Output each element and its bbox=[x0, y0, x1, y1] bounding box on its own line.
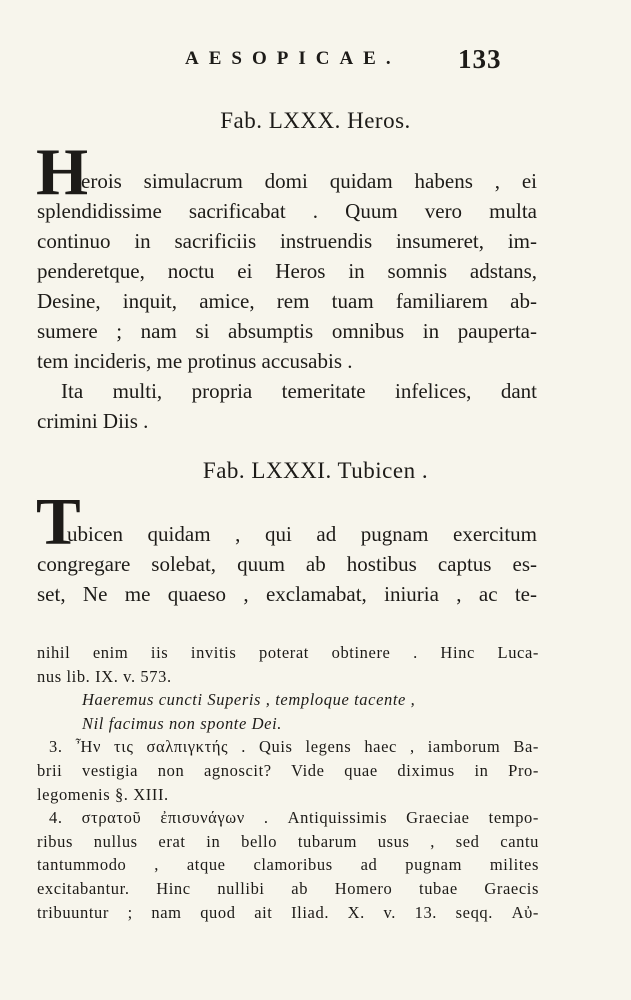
fable-80-line-6: sumere ; nam si absumptis omnibus in pauperta- bbox=[37, 319, 537, 343]
footnote-line: brii vestigia non agnoscit? Vide quae diximus in Pro- bbox=[37, 760, 539, 780]
footnote-line: ribus nullus erat in bello tubarum usus , sed cantu bbox=[37, 831, 539, 851]
page-number: 133 bbox=[458, 44, 502, 74]
running-head bbox=[0, 44, 631, 76]
fable-80-line-7: tem incideris, me protinus accusabis . bbox=[37, 349, 353, 373]
fable-80-line-3: continuo in sacrificiis instruendis insumeret, im- bbox=[37, 229, 537, 253]
fable-81-body bbox=[37, 519, 537, 609]
fable-80-title: Fab. LXXX. Heros. bbox=[220, 108, 411, 133]
footnote-line: tantummodo , atque clamoribus ad pugnam milites bbox=[37, 855, 539, 875]
fable-81-title: Fab. LXXXI. Tubicen . bbox=[202, 458, 429, 483]
footnote-line: Haeremus cuncti Superis , temploque tacente , bbox=[82, 690, 416, 710]
footnote-line: nihil enim iis invitis poterat obtinere . Hinc Luca- bbox=[37, 643, 539, 662]
footnote-line: 4. στρατοῦ ἐπισυνάγων . Antiquissimis Graeciae tempo- bbox=[49, 808, 539, 828]
fable-80-moral-line-1: Ita multi, propria temeritate infelices, dant bbox=[61, 379, 537, 403]
footnote-line: nus lib. IX. v. 573. bbox=[37, 666, 172, 686]
footnote-line: 3. Ἦν τις σαλπιγκτής . Quis legens haec , iamborum Ba- bbox=[49, 737, 539, 757]
fable-80-body bbox=[37, 166, 537, 436]
footnote-line: excitabantur. Hinc nullibi ab Homero tubae Graecis bbox=[37, 878, 539, 898]
fable-81-line-3: set, Ne me quaeso , exclamabat, iniuria , ac te- bbox=[37, 582, 537, 606]
fable-81-line-1: ubicen quidam , qui ad pugnam exercitum bbox=[67, 522, 537, 546]
fable-80-dropcap: H bbox=[36, 135, 89, 209]
footnote-line: Nil facimus non sponte Dei. bbox=[82, 713, 282, 733]
footnote-line: tribuuntur ; nam quod ait Iliad. X. v. 13. seqq. Αὐ- bbox=[37, 902, 539, 922]
running-head-title: AESOPICAE. bbox=[185, 48, 401, 69]
fable-80-line-5: Desine, inquit, amice, rem tuam familiarem ab- bbox=[37, 289, 537, 313]
footnotes bbox=[37, 641, 539, 924]
fable-81-line-2: congregare solebat, quum ab hostibus captus es- bbox=[37, 552, 537, 576]
footnote-line: legomenis §. XIII. bbox=[37, 784, 169, 804]
fable-80-moral-line-2: crimini Diis . bbox=[37, 409, 149, 433]
fable-80-line-2: splendidissime sacrificabat . Quum vero multa bbox=[37, 199, 537, 223]
fable-81-dropcap: T bbox=[36, 485, 81, 559]
fable-80-line-4: penderetque, noctu ei Heros in somnis adstans, bbox=[37, 259, 537, 283]
fable-80-line-1: erois simulacrum domi quidam habens , ei bbox=[81, 169, 537, 193]
